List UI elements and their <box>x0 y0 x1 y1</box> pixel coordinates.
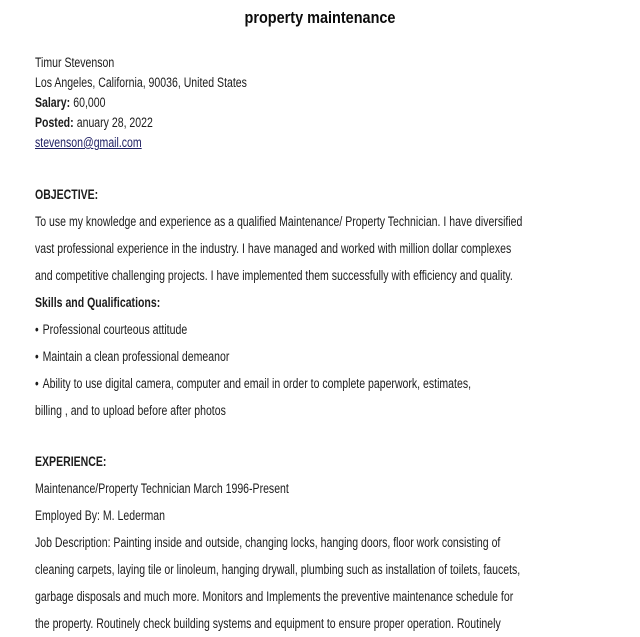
salary-value: 60,000 <box>73 95 106 110</box>
contact-location: Los Angeles, California, 90036, United States <box>35 75 247 90</box>
bullet-icon: • <box>35 376 39 391</box>
job-description-line-3: garbage disposals and much more. Monitors and Implements the preventive maintenance schedule for <box>35 589 514 604</box>
document-title: property maintenance <box>244 8 396 27</box>
skills-bullet-item-3 <box>35 370 480 397</box>
skills-item-text: Ability to use digital camera, computer and email in order to complete paperwork, estimates, <box>42 376 472 391</box>
objective-text-line-2: vast professional experience in the industry. I have managed and worked with million dollar complexes <box>35 241 512 256</box>
skills-item-text: Maintain a clean professional demeanor <box>42 349 230 364</box>
objective-text-line-1: To use my knowledge and experience as a qualified Maintenance/ Property Technician. I have diversified <box>35 214 523 229</box>
objective-text-line-3: and competitive challenging projects. I have implemented them successfully with efficiency and quality. <box>35 268 513 283</box>
objective-heading: OBJECTIVE: <box>35 187 99 202</box>
bullet-icon: • <box>35 322 39 337</box>
contact-name: Timur Stevenson <box>35 55 115 70</box>
posted-line <box>35 113 480 133</box>
contact-block <box>35 53 605 153</box>
salary-line <box>35 93 480 113</box>
skills-bullet-item-2 <box>35 343 480 370</box>
posted-label: Posted: <box>35 115 74 130</box>
experience-heading: EXPERIENCE: <box>35 454 107 469</box>
job-description-line-2: cleaning carpets, laying tile or linoleum, hanging drywall, plumbing such as installation of toilets, faucets, <box>35 562 521 577</box>
job-description-line-1: Job Description: Painting inside and outside, changing locks, hanging doors, floor work consisting of <box>35 535 501 550</box>
email-link[interactable]: stevenson@gmail.com <box>35 135 142 150</box>
experience-employer: Employed By: M. Lederman <box>35 508 165 523</box>
skills-bullet-item-1 <box>35 316 480 343</box>
skills-bullet-item-3-continuation: billing , and to upload before after photos <box>35 403 226 418</box>
salary-label: Salary: <box>35 95 71 110</box>
skills-item-text: Professional courteous attitude <box>42 322 188 337</box>
skills-heading: Skills and Qualifications: <box>35 295 161 310</box>
experience-role: Maintenance/Property Technician March 1996-Present <box>35 481 289 496</box>
job-description-line-4: the property. Routinely check building systems and equipment to ensure proper operation. Routinely <box>35 616 501 631</box>
bullet-icon: • <box>35 349 39 364</box>
document-body <box>35 181 605 637</box>
posted-value: anuary 28, 2022 <box>76 115 153 130</box>
email-line <box>35 133 480 153</box>
